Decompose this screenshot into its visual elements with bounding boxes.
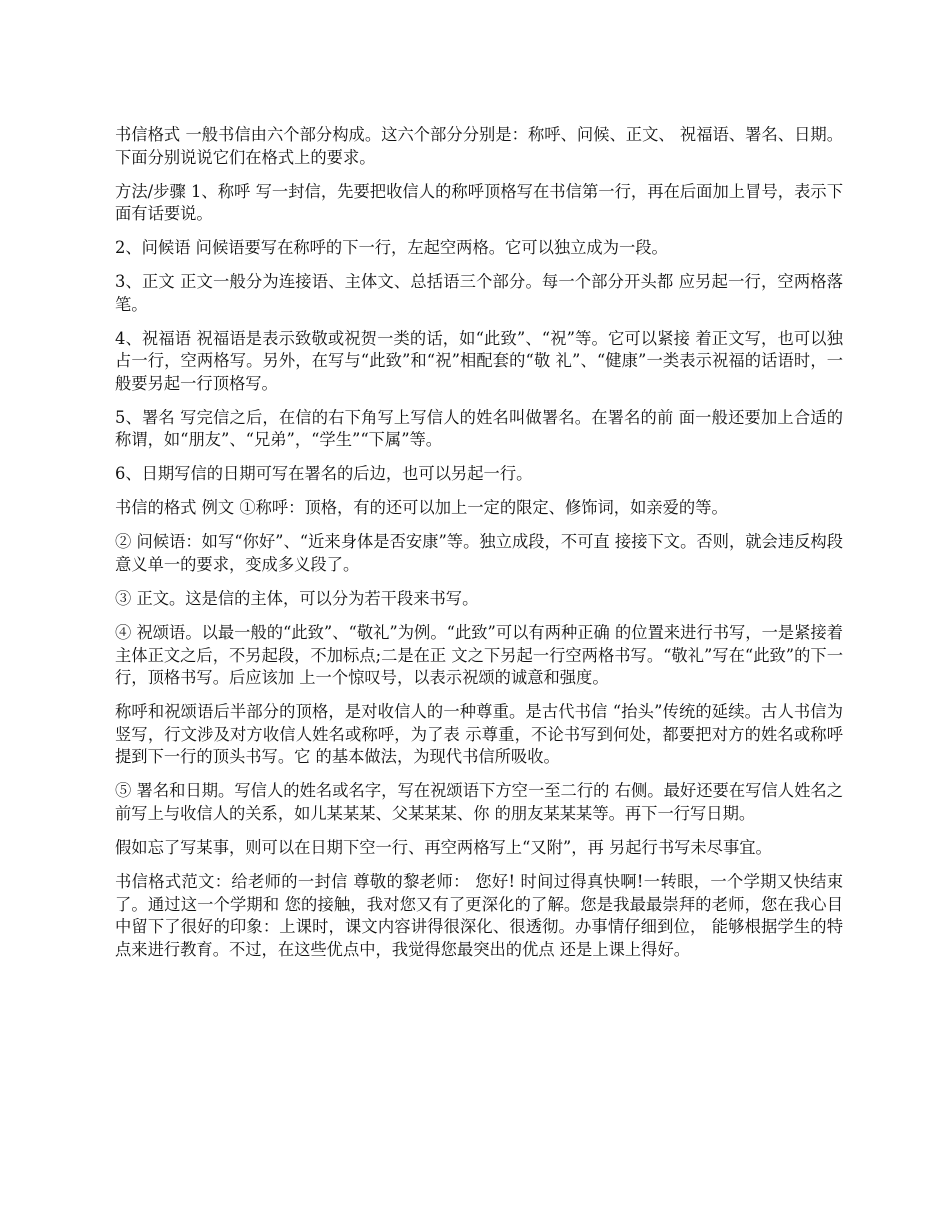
paragraph-example-salutation: 书信的格式 例文 ①称呼：顶格，有的还可以加上一定的限定、修饰词，如亲爱的等。 <box>115 498 728 518</box>
paragraph-sample-letter: 书信格式范文：给老师的一封信 尊敬的黎老师： 您好! 时间过得真快啊!一转眼，一个学期又快结束了。通过这一个学期和 您的接触，我对您又有了更深化的了解。您是我最最崇拜的老师，您在我心目中留下了很好的印象：上课时，课文内容讲得很深化、很透彻。办事情仔细到位， 能够根据学生的特点来进行教育。不过，在这些优点中，我觉得您最突出的优点 还是上课上得好。 <box>115 871 843 959</box>
paragraph-example-blessing: ④ 祝颂语。以最一般的“此致”、“敬礼”为例。“此致”可以有两种正确 的位置来进行书写，一是紧接着主体正文之后，不另起段，不加标点;二是在正 文之下另起一行空两格书写。“敬礼”写在“此致”的下一行，顶格书写。后应该加 上一个惊叹号，以表示祝颂的诚意和强度。 <box>115 623 843 688</box>
paragraph-step-6-date: 6、日期写信的日期可写在署名的后边，也可以另起一行。 <box>115 464 533 484</box>
paragraph-postscript: 假如忘了写某事，则可以在日期下空一行、再空两格写上“又附”，再 另起行书写未尽事宜。 <box>115 837 772 857</box>
paragraph-respect-tradition: 称呼和祝颂语后半部分的顶格，是对收信人的一种尊重。是古代书信 “抬头”传统的延续。古人书信为竖写，行文涉及对方收信人姓名或称呼，为了表 示尊重，不论书写到何处，都要把对方的姓名或称呼提到下一行的顶头书写。它 的基本做法，为现代书信所吸收。 <box>115 702 843 767</box>
document-body <box>115 124 843 973</box>
paragraph-example-signature-date: ⑤ 署名和日期。写信人的姓名或名字，写在祝颂语下方空一至二行的 右侧。最好还要在写信人姓名之前写上与收信人的关系，如儿某某某、父某某某、你 的朋友某某某等。再下一行写日期。 <box>115 781 843 823</box>
paragraph-step-4-blessing: 4、祝福语 祝福语是表示致敬或祝贺一类的话，如“此致”、“祝”等。它可以紧接 着正文写，也可以独占一行，空两格写。另外，在写与“此致”和“祝”相配套的“敬 礼”、“健康”一类表示祝福的话语时，一般要另起一行顶格写。 <box>115 328 843 393</box>
paragraph-step-2-greeting: 2、问候语 问候语要写在称呼的下一行，左起空两格。它可以独立成为一段。 <box>115 238 668 258</box>
paragraph-example-body: ③ 正文。这是信的主体，可以分为若干段来书写。 <box>115 589 479 609</box>
paragraph-intro: 书信格式 一般书信由六个部分构成。这六个部分分别是：称呼、问候、正文、 祝福语、署名、日期。下面分别说说它们在格式上的要求。 <box>115 125 843 167</box>
paragraph-example-greeting: ② 问候语：如写“你好”、“近来身体是否安康”等。独立成段，不可直 接接下文。否则，就会违反构段意义单一的要求，变成多义段了。 <box>115 532 843 575</box>
paragraph-step-1-salutation: 方法/步骤 1、称呼 写一封信，先要把收信人的称呼顶格写在书信第一行，再在后面加上冒号，表示下面有话要说。 <box>115 181 843 224</box>
paragraph-step-3-body: 3、正文 正文一般分为连接语、主体文、总括语三个部分。每一个部分开头都 应另起一行，空两格落笔。 <box>115 272 843 314</box>
paragraph-step-5-signature: 5、署名 写完信之后，在信的右下角写上写信人的姓名叫做署名。在署名的前 面一般还要加上合适的称谓，如“朋友”、“兄弟”，“学生”“下属”等。 <box>115 407 843 450</box>
